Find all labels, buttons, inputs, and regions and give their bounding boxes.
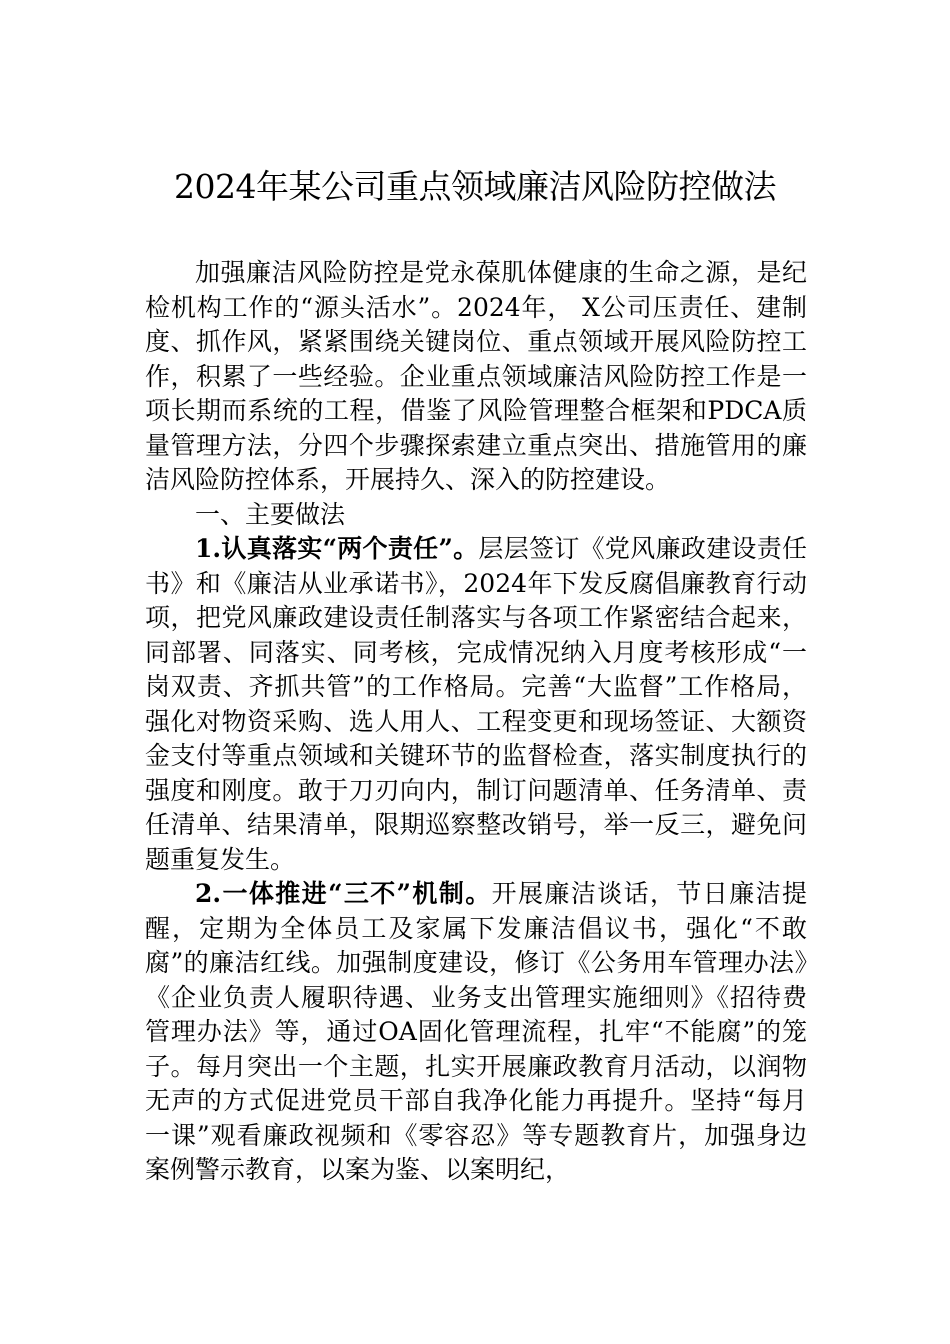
item-2-lead: 2.一体推进“三不”机制。 [195,879,492,908]
item-1-lead: 1.认真落实“两个责任”。 [195,534,479,563]
document-body [145,256,807,1188]
item-2-paragraph [145,877,807,1188]
item-1-text: 层层签订《党风廉政建设责任书》和《廉洁从业承诺书》，2024年下发反腐倡廉教育行动项，把党风廉政建设责任制落实与各项工作紧密结合起来，同部署、同落实、同考核，完成情况纳入月度考核形成“一岗双责、齐抓共管”的工作格局。完善“大监督”工作格局，强化对物资采购、选人用人、工程变更和现场签证、大额资金支付等重点领域和关键环节的监督检查，落实制度执行的强度和刚度。敢于刀刃向内，制订问题清单、任务清单、责任清单、结果清单，限期巡察整改销号，举一反三，避免问题重复发生。 [145,534,807,874]
intro-paragraph: 加强廉洁风险防控是党永葆肌体健康的生命之源，是纪检机构工作的“源头活水”。2024年， X公司压责任、建制度、抓作风，紧紧围绕关键岗位、重点领域开展风险防控工作，积累了一些经验。企业重点领域廉洁风险防控工作是一项长期而系统的工程，借鉴了风险管理整合框架和PDCA质量管理方法，分四个步骤探索建立重点突出、措施管用的廉洁风险防控体系，开展持久、深入的防控建设。 [145,258,807,494]
item-2-text: 开展廉洁谈话，节日廉洁提醒，定期为全体员工及家属下发廉洁倡议书，强化“不敢腐”的廉洁红线。加强制度建设，修订《公务用车管理办法》《企业负责人履职待遇、业务支出管理实施细则》《招待费管理办法》等，通过OA固化管理流程，扎牢“不能腐”的笼子。每月突出一个主题，扎实开展廉政教育月活动，以润物无声的方式促进党员干部自我净化能力再提升。坚持“每月一课”观看廉政视频和《零容忍》等专题教育片，加强身边案例警示教育，以案为鉴、以案明纪， [145,879,807,1184]
document-title: 2024年某公司重点领域廉洁风险防控做法 [174,167,776,206]
section-heading: 一、主要做法 [195,499,346,529]
item-1-paragraph [145,532,807,877]
